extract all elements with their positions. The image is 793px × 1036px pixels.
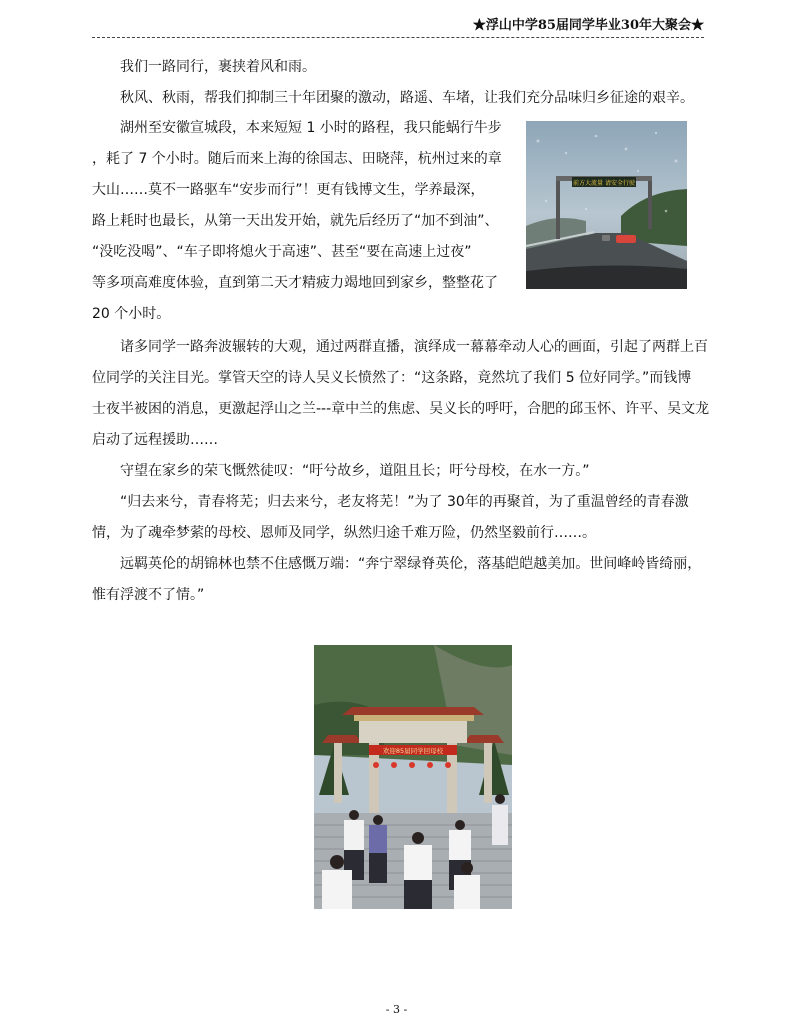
paragraph-line: 20 个小时。 [92,306,171,322]
paragraph-line: “没吃没喝”、“车子即将熄火于高速”、甚至“要在高速上过夜” [92,244,472,260]
paragraph-line: 远羁英伦的胡锦林也禁不住感慨万端：“奔宁翠绿脊英伦，落基皑皑越美加。世间峰岭皆绮丽， [120,556,702,572]
highway-rain-photo [526,121,687,289]
paragraph-line: 秋风、秋雨，帮我们抑制三十年团聚的激动，路遥、车堵，让我们充分品味归乡征途的艰辛。 [120,90,694,106]
paragraph-line: ，耗了 7 个小时。随后而来上海的徐国志、田晓萍，杭州过来的章 [92,151,502,167]
paragraph-line: 启动了远程援助…… [92,432,218,448]
highway-sign-text: 前方大流量 请安全行驶 [573,180,635,187]
paragraph-line: 路上耗时也最长，从第一天出发开始，就先后经历了“加不到油”、 [92,213,499,229]
school-gate-photo [314,645,512,909]
header-divider [92,37,704,38]
paragraph-line: 我们一路同行，裹挟着风和雨。 [120,59,316,75]
paragraph-line: 惟有浮渡不了情。” [92,587,205,603]
paragraph-line: “归去来兮，青春将芜；归去来兮，老友将芜！”为了 30年的再聚首，为了重温曾经的青春激 [120,494,689,510]
page-header-title: ★浮山中学85届同学毕业30年大聚会★ [472,18,704,33]
paragraph-line: 诸多同学一路奔波辗转的大观，通过两群直播，演绎成一幕幕牵动人心的画面，引起了两群上百 [120,339,708,355]
paragraph-line: 位同学的关注目光。掌管天空的诗人吴义长愤然了：“这条路，竟然坑了我们 5 位好同学。”而钱博 [92,370,692,386]
paragraph-line: 等多项高难度体验，直到第二天才精疲力竭地回到家乡，整整花了 [92,275,498,291]
paragraph-line: 情，为了魂牵梦萦的母校、恩师及同学，纵然归途千难万险，仍然坚毅前行……。 [92,525,596,541]
gate-banner-text: 欢迎85届同学回母校 [382,747,444,755]
paragraph-line: 士夜半被困的消息，更激起浮山之兰---章中兰的焦虑、吴义长的呼吁，合肥的邱玉怀、许平、吴文龙 [92,401,710,417]
page-number: - 3 - [385,1003,408,1016]
paragraph-line: 大山……莫不一路驱车“安步而行”！更有钱博文生，学养最深， [92,182,485,198]
paragraph-line: 湖州至安徽宣城段，本来短短 1 小时的路程，我只能蜗行牛步 [120,120,502,136]
paragraph-line: 守望在家乡的荣飞慨然徒叹：“吁兮故乡，道阻且长；吁兮母校，在水一方。” [120,463,590,479]
